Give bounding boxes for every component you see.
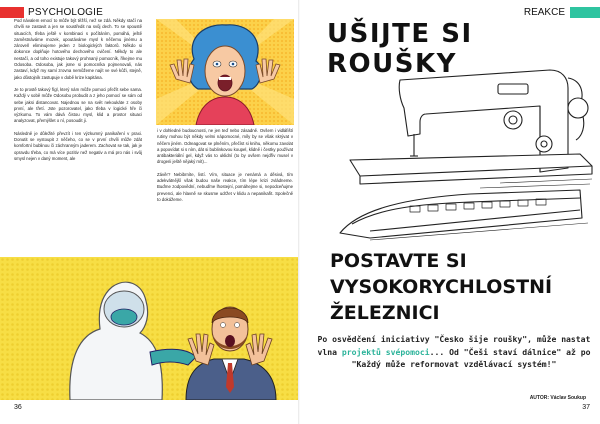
section-color-bar [0, 7, 24, 18]
page-number: 37 [582, 404, 590, 411]
section-header-reakce [524, 7, 600, 18]
section-label: PSYCHOLOGIE [28, 7, 103, 18]
headline-bottom [330, 248, 598, 326]
lead-paragraph [312, 333, 596, 371]
text-column-2 [157, 128, 293, 209]
hazmat-doctor-and-man-illustration [0, 257, 298, 400]
lead-text-part1: Po osvědčení iniciativy "Česko šije roušky", může nastat vlna [317, 334, 591, 357]
paragraph: i v dohledné budoucnosti, ne jen teď nebo zásadně. Ovšem i vidláfiští rutiny mohou být někdy velmi nápomocné, míly by se však skrývat v něčem jiném. Odreagovat se plněním, přečíst si knihu, někomu zavolat a popovídat si s ním, dát si bublinkovou koupel, klidně i čestky používat antibakteriální gel, když vás to uklidní (to by ovšem nejdřív musel v drogerii ještě nějaký mít)... [157, 128, 293, 165]
paragraph: Pod návalem emocí to může být těžší, než se zdá. Někdy stačí na chvíli se zastavit a jen se soustředit na svůj dech. To se spoustě situacích, třeba ještě v kombinaci s počítáním, pomáhá, ještě zaměstnáváme mozek, upoutáváme mysl k něčemu jinému a zároveň eliminujeme jeden z biologických faktorů. Někdo si dokonce doplňuje hotového dechového cvičení. Někdy to ale nestačí, a od toho existuje takový prohnaný pomocník, říkejme mu Odosoba. Odosoba, jak jsme si pomocníka pojmenovali, nás zastaví, když my samí zrovna nemůžeme najít ve své kůži, stejně, jako důstojník zastupuje v době krize kapitána. [14, 18, 142, 80]
text-column-1 [14, 18, 142, 168]
lead-text-part2: ... Od "Češi staví dálnice" až po "Každý může reformovat vzdělávací systém!" [351, 346, 591, 369]
paragraph: Závěr? Nebibrníte, listí. Vím, situace je nenámá a děsivá, tím adekvátnější však budou naše reakce, tím lépe krizi zvládneme. Buďme zodpovědní, nebuďme lhostejní, pomáhejme si, nepodceňujme prevenci, ale hlavně se skusme udržet v klidu a nepanikařit. Společně to dokážeme. [157, 171, 293, 202]
headline-line: VYSOKORYCHLOSTNÍ [330, 276, 553, 298]
section-color-bar [570, 7, 600, 18]
headline-line: POSTAVTE SI [330, 250, 467, 272]
section-label: REAKCE [523, 7, 565, 18]
screaming-woman-illustration [156, 19, 294, 125]
sewing-machine-train-drawing [330, 48, 595, 243]
author-credit: AUTOR: Václav Soukup [529, 395, 586, 401]
paragraph: Je to prostě takový fígl, který nám může pomoci přežít sebe sama. Každý v sobě může Odosobu probudit a z jeho pomocí se sám od sebe jaksi distancovat. Najednou se na svět nekoukáte z osoby první, ale třetí. Jste pozorovatel, jako třeba v logické hře či výzkumu. To vám dává čistou mysl, klid a prostor situaci analyzovat, přemýšlet o ní, posoudit ji. [14, 86, 142, 124]
page-number: 36 [14, 404, 22, 411]
headline-top: UŠIJTE SI ROUŠKY [327, 19, 473, 79]
headline-line: ŽELEZNICI [330, 302, 440, 324]
section-header-psychologie [0, 7, 103, 18]
lead-highlight: projektů svépomoci [341, 346, 430, 357]
paragraph: Následně je důležité převzít i ten výzkumný panikaření v praxi. Donutit se vystoupit z něčeho, co se v první chvíli může zdát komfortní bublinou či záchranným jaderem. Zachovat se tak, jak je opravdu třeba, co má více pozitiv než negativ a má pro nás i svůj smysl nejen v daný moment, ale [14, 130, 142, 161]
